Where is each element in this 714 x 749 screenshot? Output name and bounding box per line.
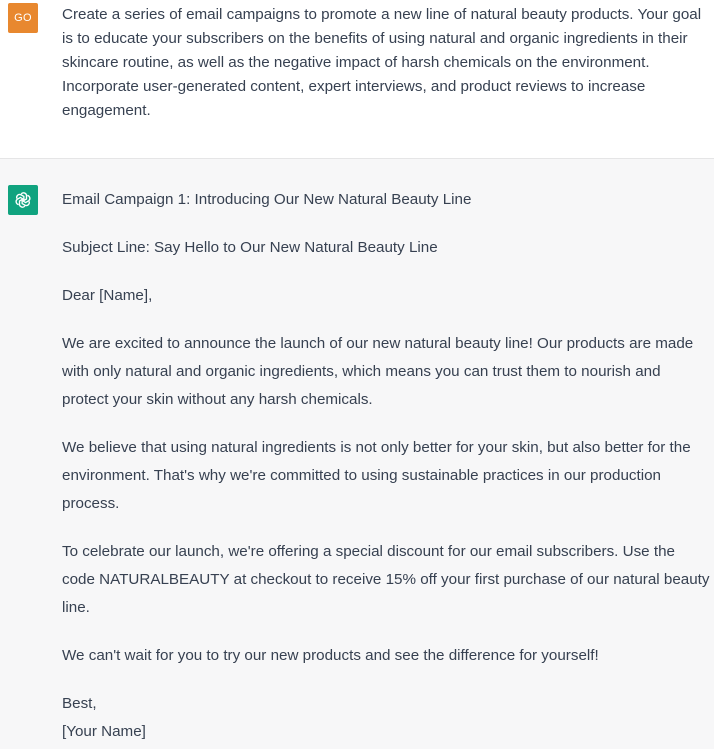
body-paragraph: We are excited to announce the launch of our new natural beauty line! Our products are made with only natural and organic ingredients, which means you can trust them to nourish and protect your skin without any harsh chemicals. [62, 335, 694, 408]
body-paragraph: We believe that using natural ingredients is not only better for your skin, but also better for the environment. That's why we're committed to using sustainable practices in our production process. [62, 439, 691, 512]
body-paragraph: We can't wait for you to try our new products and see the difference for yourself! [62, 647, 599, 664]
salutation: Dear [Name], [62, 287, 153, 304]
assistant-message-row [0, 159, 714, 749]
assistant-response [62, 186, 710, 746]
sign-off-block [62, 690, 710, 746]
campaign-title: Email Campaign 1: Introducing Our New Natural Beauty Line [62, 191, 472, 208]
openai-logo-icon [13, 190, 33, 210]
user-prompt-text: Create a series of email campaigns to promote a new line of natural beauty products. Your goal is to educate your subscribers on the benefits of using natural and organic ingredients in their skincare routine, as well as the negative impact of harsh chemicals on the environment. Incorporate user-generated content, expert interviews, and product reviews to increase engagement. [62, 6, 702, 119]
body-paragraph: To celebrate our launch, we're offering a special discount for our email subscribers. Use the code NATURALBEAUTY at checkout to receive 15% off your first purchase of our natural beauty line. [62, 543, 710, 616]
user-avatar [8, 3, 38, 33]
user-avatar-initials: GO [14, 12, 32, 24]
sign-off: Best, [62, 695, 97, 712]
assistant-avatar [8, 185, 38, 215]
subject-line: Subject Line: Say Hello to Our New Natural Beauty Line [62, 239, 438, 256]
signature: [Your Name] [62, 723, 146, 740]
user-message-row [0, 0, 714, 159]
